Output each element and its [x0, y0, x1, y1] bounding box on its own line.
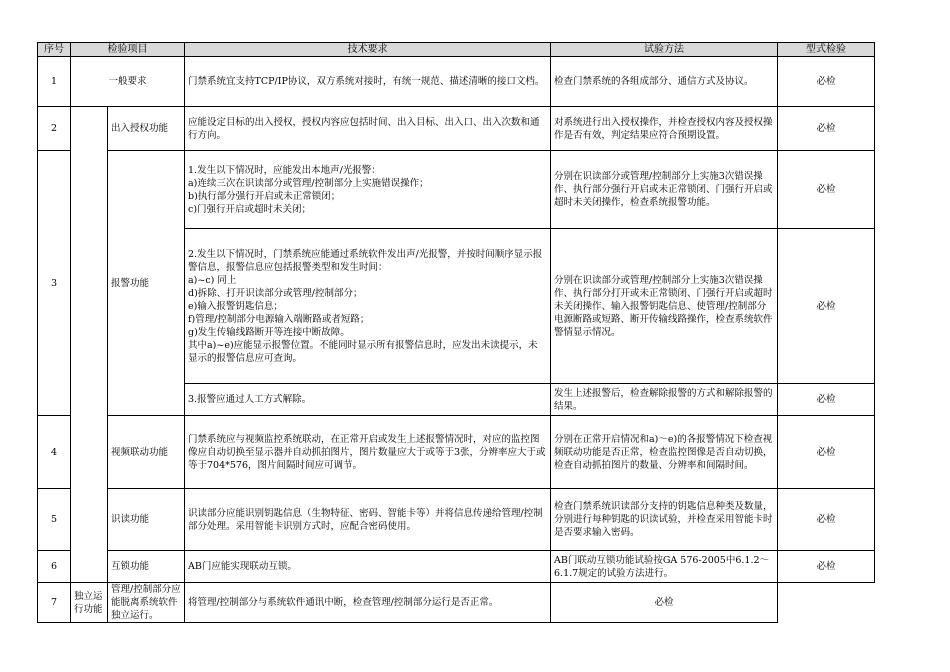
row-no: 5: [38, 489, 71, 551]
row-no: 4: [38, 416, 71, 489]
row-item: 识读功能: [108, 489, 185, 551]
row-item: 独立运行功能: [71, 583, 108, 623]
table-row: [38, 151, 875, 229]
row-tech: 门禁系统宜支持TCP/IP协议，双方系统对接时，有统一规范、描述清晰的接口文档。: [185, 57, 551, 107]
row-tech: 2.发生以下情况时，门禁系统应能通过系统软件发出声/光报警，并按时间顺序显示报警信息，报警信息应包括报警类型和发生时间： a)~c) 同上 d)拆除、打开识读部分或管理/控制部分； e)输入报警钥匙信息； f)管理/控制部分电源输入端断路或者短路； g)发生传输线路断开等连接中断故障。 其中a)~e)应能显示报警位置。不能同时显示所有报警信息时，应发出未读提示，未显示的报警信息应可查询。: [185, 229, 551, 384]
row-type: 必检: [778, 416, 875, 489]
header-item: 检验项目: [71, 43, 185, 57]
row-method: 分别在识读部分或管理/控制部分上实施3次错误操作、执行部分打开或未正常锁闭、门强行开启或超时未关闭操作、输入报警钥匙信息、使管理/控制部分电源断路或短路、断开传输线路操作，检查系统软件警情显示情况。: [551, 229, 778, 384]
row-tech: 识读部分应能识别钥匙信息（生物特征、密码、智能卡等）并将信息传递给管理/控制部分处理。采用智能卡识别方式时，应配合密码使用。: [185, 489, 551, 551]
row-method: 对系统进行出入授权操作，并检查授权内容及授权操作是否有效，判定结果应符合预期设置。: [551, 107, 778, 151]
row-no: 7: [38, 583, 71, 623]
row-no: 3: [38, 151, 71, 416]
row-type: 必检: [778, 384, 875, 416]
row-item: 互锁功能: [108, 551, 185, 583]
row-item: 一般要求: [71, 57, 185, 107]
row-type: 必检: [778, 551, 875, 583]
header-method: 试验方法: [551, 43, 778, 57]
header-type: 型式检验: [778, 43, 875, 57]
row-item: 视频联动功能: [108, 416, 185, 489]
table-row: [38, 416, 875, 489]
row-method: 检查门禁系统的各组成部分、通信方式及协议。: [551, 57, 778, 107]
table-row: [38, 107, 875, 151]
header-no: 序号: [38, 43, 71, 57]
inspection-table: [37, 42, 875, 623]
table-row: [38, 57, 875, 107]
row-tech: 门禁系统应与视频监控系统联动，在正常开启或发生上述报警情况时，对应的监控图像应自动切换至显示器并自动抓拍图片，图片数量应大于或等于3张，分辨率应大于或等于704*576，图片间隔时间应可调节。: [185, 416, 551, 489]
header-tech: 技术要求: [185, 43, 551, 57]
row-type: 必检: [778, 57, 875, 107]
row-tech: 3.报警应通过人工方式解除。: [185, 384, 551, 416]
item-group-spacer: [71, 107, 108, 583]
table-row: [38, 583, 875, 623]
table-row: [38, 489, 875, 551]
row-item: 出入授权功能: [108, 107, 185, 151]
header-row: [38, 43, 875, 57]
row-type: 必检: [778, 489, 875, 551]
row-method: 分别在正常开启情况和a)～e)的各报警情况下检查视频联动功能是否正常，检查监控图像是否自动切换，检查自动抓拍图片的数量、分辨率和间隔时间。: [551, 416, 778, 489]
row-tech: 应能设定目标的出入授权，授权内容应包括时间、出入目标、出入口、出入次数和通行方向。: [185, 107, 551, 151]
row-method: AB门联动互锁功能试验按GA 576-2005中6.1.2～6.1.7规定的试验方法进行。: [551, 551, 778, 583]
row-tech: AB门应能实现联动互锁。: [185, 551, 551, 583]
row-no: 1: [38, 57, 71, 107]
row-no: 6: [38, 551, 71, 583]
row-tech: 管理/控制部分应能脱离系统软件独立运行。: [108, 583, 185, 623]
row-method: 分别在识读部分或管理/控制部分上实施3次错误操作、执行部分强行开启或未正常锁闭、门强行开启或超时未关闭操作，检查系统报警功能。: [551, 151, 778, 229]
row-method: 发生上述报警后，检查解除报警的方式和解除报警的结果。: [551, 384, 778, 416]
row-item: 报警功能: [108, 151, 185, 416]
row-type: 必检: [778, 151, 875, 229]
row-method: 将管理/控制部分与系统软件通讯中断，检查管理/控制部分运行是否正常。: [185, 583, 551, 623]
table-row: [38, 551, 875, 583]
row-tech: 1.发生以下情况时，应能发出本地声/光报警： a)连续三次在识读部分或管理/控制部分上实施错误操作； b)执行部分强行开启或未正常锁闭； c)门强行开启或超时未关闭；: [185, 151, 551, 229]
row-method: 检查门禁系统识读部分支持的钥匙信息种类及数量，分别进行每种钥匙的识读试验，并检查采用智能卡时是否要求输入密码。: [551, 489, 778, 551]
row-type: 必检: [551, 583, 778, 623]
row-type: 必检: [778, 107, 875, 151]
row-type: 必检: [778, 229, 875, 384]
row-no: 2: [38, 107, 71, 151]
